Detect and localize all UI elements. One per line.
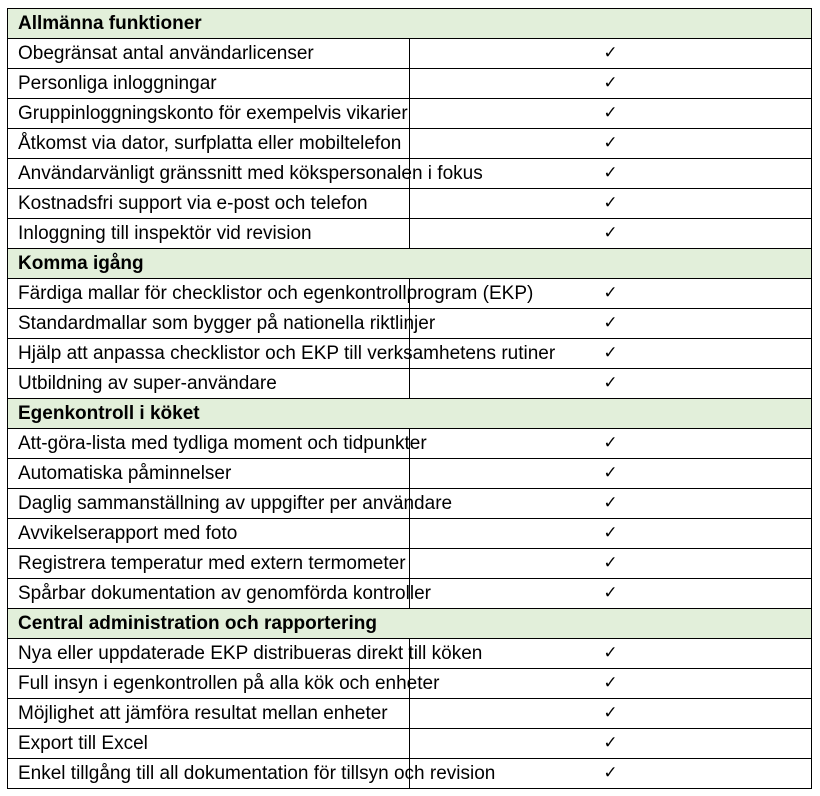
feature-label: Gruppinloggningskonto för exempelvis vikarier: [8, 99, 410, 129]
feature-row: [8, 189, 812, 219]
feature-row: [8, 309, 812, 339]
feature-label: Registrera temperatur med extern termometer: [8, 549, 410, 579]
section-title: Allmänna funktioner: [8, 9, 812, 39]
section-title: Komma igång: [8, 249, 812, 279]
check-icon: ✓: [410, 519, 812, 549]
check-icon: ✓: [410, 39, 812, 69]
feature-row: [8, 69, 812, 99]
feature-row: [8, 279, 812, 309]
check-icon: ✓: [410, 69, 812, 99]
feature-label: Hjälp att anpassa checklistor och EKP till verksamhetens rutiner: [8, 339, 410, 369]
section-title: Central administration och rapportering: [8, 609, 812, 639]
check-icon: ✓: [410, 369, 812, 399]
check-icon: ✓: [410, 429, 812, 459]
check-icon: ✓: [410, 129, 812, 159]
feature-label: Åtkomst via dator, surfplatta eller mobiltelefon: [8, 129, 410, 159]
feature-row: [8, 459, 812, 489]
feature-row: [8, 519, 812, 549]
feature-table-body: [8, 9, 812, 789]
feature-label: Färdiga mallar för checklistor och egenkontrollprogram (EKP): [8, 279, 410, 309]
check-icon: ✓: [410, 219, 812, 249]
feature-row: [8, 39, 812, 69]
check-icon: ✓: [410, 699, 812, 729]
feature-label: Användarvänligt gränssnitt med kökspersonalen i fokus: [8, 159, 410, 189]
feature-row: [8, 339, 812, 369]
feature-row: [8, 579, 812, 609]
section-header-row: [8, 609, 812, 639]
feature-row: [8, 99, 812, 129]
feature-row: [8, 759, 812, 789]
check-icon: ✓: [410, 159, 812, 189]
section-title: Egenkontroll i köket: [8, 399, 812, 429]
check-icon: ✓: [410, 279, 812, 309]
feature-label: Utbildning av super-användare: [8, 369, 410, 399]
feature-row: [8, 429, 812, 459]
feature-label: Personliga inloggningar: [8, 69, 410, 99]
feature-table: [7, 8, 812, 789]
feature-label: Full insyn i egenkontrollen på alla kök och enheter: [8, 669, 410, 699]
check-icon: ✓: [410, 99, 812, 129]
feature-row: [8, 369, 812, 399]
check-icon: ✓: [410, 729, 812, 759]
check-icon: ✓: [410, 339, 812, 369]
feature-label: Obegränsat antal användarlicenser: [8, 39, 410, 69]
feature-label: Enkel tillgång till all dokumentation för tillsyn och revision: [8, 759, 410, 789]
section-header-row: [8, 9, 812, 39]
feature-label: Standardmallar som bygger på nationella riktlinjer: [8, 309, 410, 339]
check-icon: ✓: [410, 669, 812, 699]
check-icon: ✓: [410, 579, 812, 609]
feature-label: Inloggning till inspektör vid revision: [8, 219, 410, 249]
check-icon: ✓: [410, 549, 812, 579]
feature-label: Export till Excel: [8, 729, 410, 759]
feature-label: Automatiska påminnelser: [8, 459, 410, 489]
feature-row: [8, 639, 812, 669]
check-icon: ✓: [410, 639, 812, 669]
feature-row: [8, 669, 812, 699]
feature-label: Avvikelserapport med foto: [8, 519, 410, 549]
check-icon: ✓: [410, 489, 812, 519]
feature-row: [8, 699, 812, 729]
section-header-row: [8, 249, 812, 279]
check-icon: ✓: [410, 759, 812, 789]
feature-label: Möjlighet att jämföra resultat mellan enheter: [8, 699, 410, 729]
feature-label: Daglig sammanställning av uppgifter per användare: [8, 489, 410, 519]
feature-row: [8, 129, 812, 159]
feature-label: Att-göra-lista med tydliga moment och tidpunkter: [8, 429, 410, 459]
check-icon: ✓: [410, 309, 812, 339]
feature-row: [8, 159, 812, 189]
feature-row: [8, 549, 812, 579]
feature-label: Nya eller uppdaterade EKP distribueras direkt till köken: [8, 639, 410, 669]
feature-label: Spårbar dokumentation av genomförda kontroller: [8, 579, 410, 609]
feature-row: [8, 219, 812, 249]
section-header-row: [8, 399, 812, 429]
feature-label: Kostnadsfri support via e-post och telefon: [8, 189, 410, 219]
feature-row: [8, 489, 812, 519]
check-icon: ✓: [410, 459, 812, 489]
feature-row: [8, 729, 812, 759]
check-icon: ✓: [410, 189, 812, 219]
